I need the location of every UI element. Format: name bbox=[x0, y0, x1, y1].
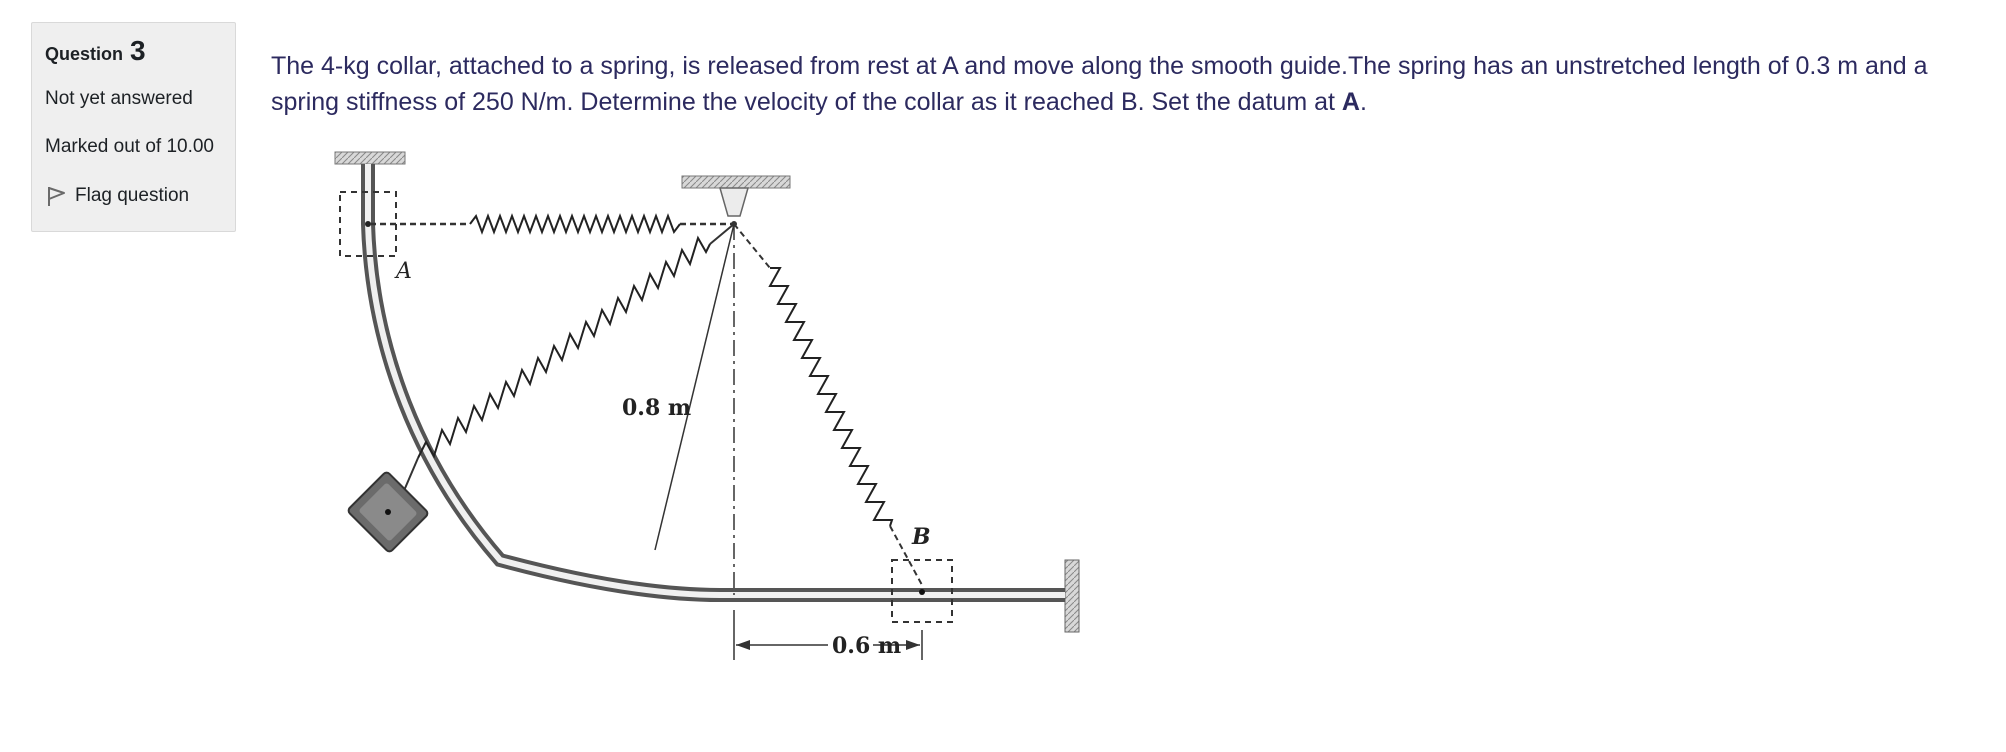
dim-arrow-left bbox=[736, 640, 750, 650]
dim-radius-label: 0.8 m bbox=[622, 395, 692, 421]
question-info-panel bbox=[31, 22, 236, 232]
question-text-body: The 4-kg collar, attached to a spring, is released from rest at A and move along the smooth guide.The spring has an unstretched length of 0.3 m and a spring stiffness of 250 N/m. Determine the velocity of the collar as it reached B. Set the datum at bbox=[271, 52, 1928, 116]
dim-horizontal-label: 0.6 m bbox=[832, 633, 902, 659]
flag-question-link[interactable] bbox=[45, 184, 222, 208]
right-wall-support bbox=[1065, 560, 1079, 632]
smooth-guide-rod-highlight bbox=[368, 164, 1065, 595]
datum-point: A bbox=[1341, 88, 1360, 116]
spring-to-b bbox=[734, 224, 922, 585]
question-number-value: 3 bbox=[130, 35, 146, 66]
question-state: Not yet answered bbox=[45, 88, 193, 109]
radius-line bbox=[655, 224, 734, 550]
collar-spring-diagram bbox=[300, 140, 1100, 700]
question-grade: Marked out of 10.00 bbox=[45, 136, 214, 157]
top-center-support bbox=[682, 176, 790, 188]
collar-middle-point bbox=[385, 509, 391, 515]
question-text bbox=[271, 48, 1991, 120]
spring-a-coils bbox=[470, 216, 680, 232]
dim-arrow-right bbox=[906, 640, 920, 650]
pivot-bracket bbox=[720, 188, 748, 216]
flag-icon bbox=[45, 184, 67, 208]
question-number bbox=[45, 37, 222, 68]
top-left-support bbox=[335, 152, 405, 164]
flag-question-label: Flag question bbox=[75, 185, 190, 206]
question-text-end: . bbox=[1359, 88, 1367, 116]
collar-b-point bbox=[919, 589, 925, 595]
label-a: A bbox=[396, 259, 412, 284]
label-b: B bbox=[912, 524, 931, 550]
spring-middle bbox=[400, 224, 734, 500]
question-label: Question bbox=[45, 44, 124, 64]
